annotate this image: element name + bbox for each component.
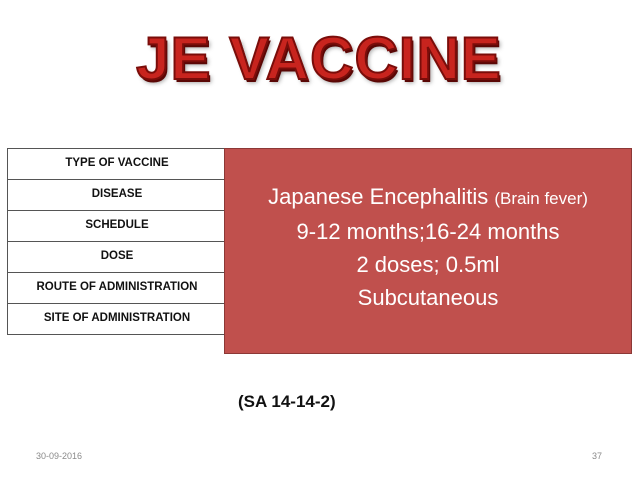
vaccine-info-box — [224, 148, 632, 354]
label-route: ROUTE OF ADMINISTRATION — [8, 273, 227, 304]
label-site: SITE OF ADMINISTRATION — [8, 304, 227, 335]
schedule-value: 9-12 months;16-24 months — [296, 219, 560, 244]
table-row — [8, 304, 227, 335]
disease-line — [268, 180, 588, 215]
route-value: Subcutaneous — [357, 285, 499, 310]
table-row — [8, 242, 227, 273]
table-row — [8, 180, 227, 211]
table-row — [8, 149, 227, 180]
label-dose: DOSE — [8, 242, 227, 273]
dose-value: 2 doses; 0.5ml — [356, 252, 500, 277]
table-row — [8, 273, 227, 304]
label-type-of-vaccine: TYPE OF VACCINE — [8, 149, 227, 180]
label-schedule: SCHEDULE — [8, 211, 227, 242]
strain-note: (SA 14-14-2) — [238, 392, 336, 411]
table-row — [8, 211, 227, 242]
label-disease: DISEASE — [8, 180, 227, 211]
disease-name: Japanese Encephalitis — [268, 184, 489, 209]
page-number: 37 — [591, 451, 602, 461]
slide-title: JE VACCINE — [136, 25, 502, 92]
vaccine-label-table — [7, 148, 226, 335]
disease-alias: (Brain fever) — [494, 189, 588, 208]
footer-date: 30-09-2016 — [36, 451, 83, 461]
